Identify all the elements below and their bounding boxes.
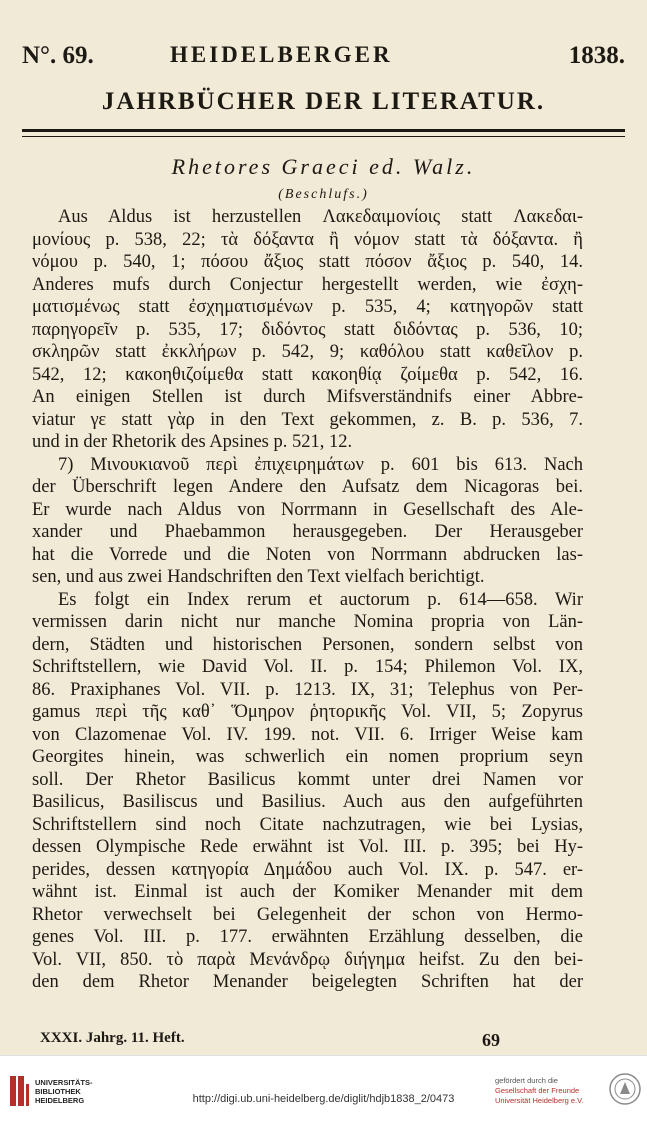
masthead (22, 42, 625, 78)
text-line: An einigen Stellen ist durch Mifsverständnifs einer Abbre- (32, 387, 583, 407)
article-body (32, 206, 583, 994)
text-line: genes Vol. III. p. 177. erwähnten Erzählung desselben, die (32, 927, 583, 947)
funded-by-label: gefördert durch die (495, 1076, 558, 1085)
issue-number: N°. 69. (22, 42, 94, 69)
page-number: 69 (482, 1030, 500, 1050)
text-line: den dem Rhetor Menander beigelegten Schriften hat der (32, 972, 583, 992)
text-line: gamus περὶ τῆς καθ᾽ Ὅμηρον ῥητορικῆς Vol. VII, 5; Zopyrus (32, 702, 583, 722)
text-line: Anderes mufs durch Conjectur hergestellt werden, wie ἐσχη- (32, 274, 583, 295)
text-line: vermissen darin nicht nur manche Nomina propria von Län- (32, 612, 583, 632)
page-footer (40, 1030, 607, 1052)
text-line: σκληρῶν statt ἐκκλήρων p. 542, 9; καθόλου statt καθεῖλον p. (32, 342, 583, 362)
library-name-line1: UNIVERSITÄTS- (35, 1078, 93, 1087)
university-seal-icon (608, 1072, 642, 1106)
text-line: μονίους p. 538, 22; τὰ δόξαντα ἢ νόμον statt τὰ δόξαντα. ἢ (32, 229, 583, 250)
funder-notice (495, 1076, 584, 1106)
text-line: der Überschrift legen Andere den Aufsatz dem Nicagoras bei. (32, 477, 583, 497)
text-line: νόμου p. 540, 1; πόσου ἄξιος statt πόσον ἄξιος p. 540, 14. (32, 252, 583, 272)
library-name-line3: HEIDELBERG (35, 1096, 85, 1105)
text-line: von Clazomenae Vol. IV. 199. not. VII. 6. Irriger Weise kam (32, 724, 583, 745)
text-line: xander und Phaebammon herausgegeben. Der Herausgeber (32, 522, 583, 542)
text-line: Schriftstellern, wie David Vol. II. p. 154; Philemon Vol. IX, (32, 657, 583, 677)
text-line: παρηγορεῖν p. 535, 17; διδόντος statt διδόντας p. 536, 10; (32, 319, 583, 340)
text-line: 7) Μινουκιανοῦ περὶ ἐπιχειρημάτων p. 601 bis 613. Nach (58, 454, 583, 475)
funder-name-line1: Gesellschaft der Freunde (495, 1086, 580, 1095)
text-line: viatur γε statt γὰρ in den Text gekommen, z. B. p. 536, 7. (32, 409, 583, 430)
text-line: 86. Praxiphanes Vol. VII. p. 1213. IX, 31; Telephus von Per- (32, 679, 583, 700)
text-line: Aus Aldus ist herzustellen Λακεδαιμονίοις statt Λακεδαι- (58, 207, 583, 227)
text-line: 542, 12; κακοηθιζοίμεθα statt κακοηθίᾳ ζοίμεθα p. 542, 16. (32, 364, 583, 385)
journal-title: JAHRBÜCHER DER LITERATUR. (101, 88, 546, 115)
funder-name-line2: Universität Heidelberg e.V. (495, 1096, 584, 1105)
text-line: Es folgt ein Index rerum et auctorum p. 614—658. Wir (58, 589, 583, 610)
text-line: dern, Städten und historischen Personen, sondern selbst von (32, 634, 583, 655)
header-rule-thin (22, 136, 625, 137)
footer-signature: XXXI. Jahrg. 11. Heft. (40, 1030, 185, 1046)
text-line: dessen Olympische Rede erwähnt ist Vol. III. p. 395; bei Hy- (32, 837, 583, 857)
text-line: ματισμένως statt ἐσχηματισμένων p. 535, 4; κατηγορῶν statt (32, 297, 583, 317)
viewer-bottom-bar (0, 1055, 647, 1123)
issue-year: 1838. (568, 42, 625, 69)
text-line: sen, und aus zwei Handschriften den Text vielfach berichtigt. (32, 567, 485, 587)
text-line: hat die Vorrede und die Noten von Norrmann abdrucken las- (32, 544, 583, 565)
page-url-link[interactable]: http://digi.ub.uni-heidelberg.de/diglit/hdjb1838_2/0473 (192, 1093, 455, 1105)
text-line: perides, dessen κατηγορία Δημάδου auch Vol. IX. p. 547. er- (32, 859, 583, 880)
article-title: Rhetores Graeci ed. Walz. (171, 154, 476, 179)
text-line: soll. Der Rhetor Basilicus kommt unter drei Namen vor (32, 769, 583, 790)
publication-name: HEIDELBERGER (170, 42, 393, 67)
header-rule-thick (22, 129, 625, 132)
text-line: wähnt ist. Einmal ist auch der Komiker Menander mit dem (32, 882, 583, 902)
article-subtitle: (Beschlufs.) (278, 187, 369, 202)
text-line: Schriftstellern sind noch Citate nachzutragen, wie bei Lysias, (32, 814, 583, 835)
text-line: Er wurde nach Aldus von Norrmann in Gesellschaft des Ale- (32, 499, 583, 520)
text-line: Georgites hinein, was schwerlich ein nomen proprium seyn (32, 747, 583, 767)
library-name-line2: BIBLIOTHEK (35, 1087, 81, 1096)
text-line: Basilicus, Basiliscus und Basilius. Auch aus den aufgeführten (32, 792, 583, 812)
text-line: Rhetor verwechselt bei Gelegenheit der schon von Hermo- (32, 904, 583, 925)
text-line: Vol. VII, 850. τὸ παρὰ Μενάνδρῳ διήγημα heifst. Zu den bei- (32, 949, 583, 970)
text-line: und in der Rhetorik des Apsines p. 521, 12. (32, 432, 353, 452)
